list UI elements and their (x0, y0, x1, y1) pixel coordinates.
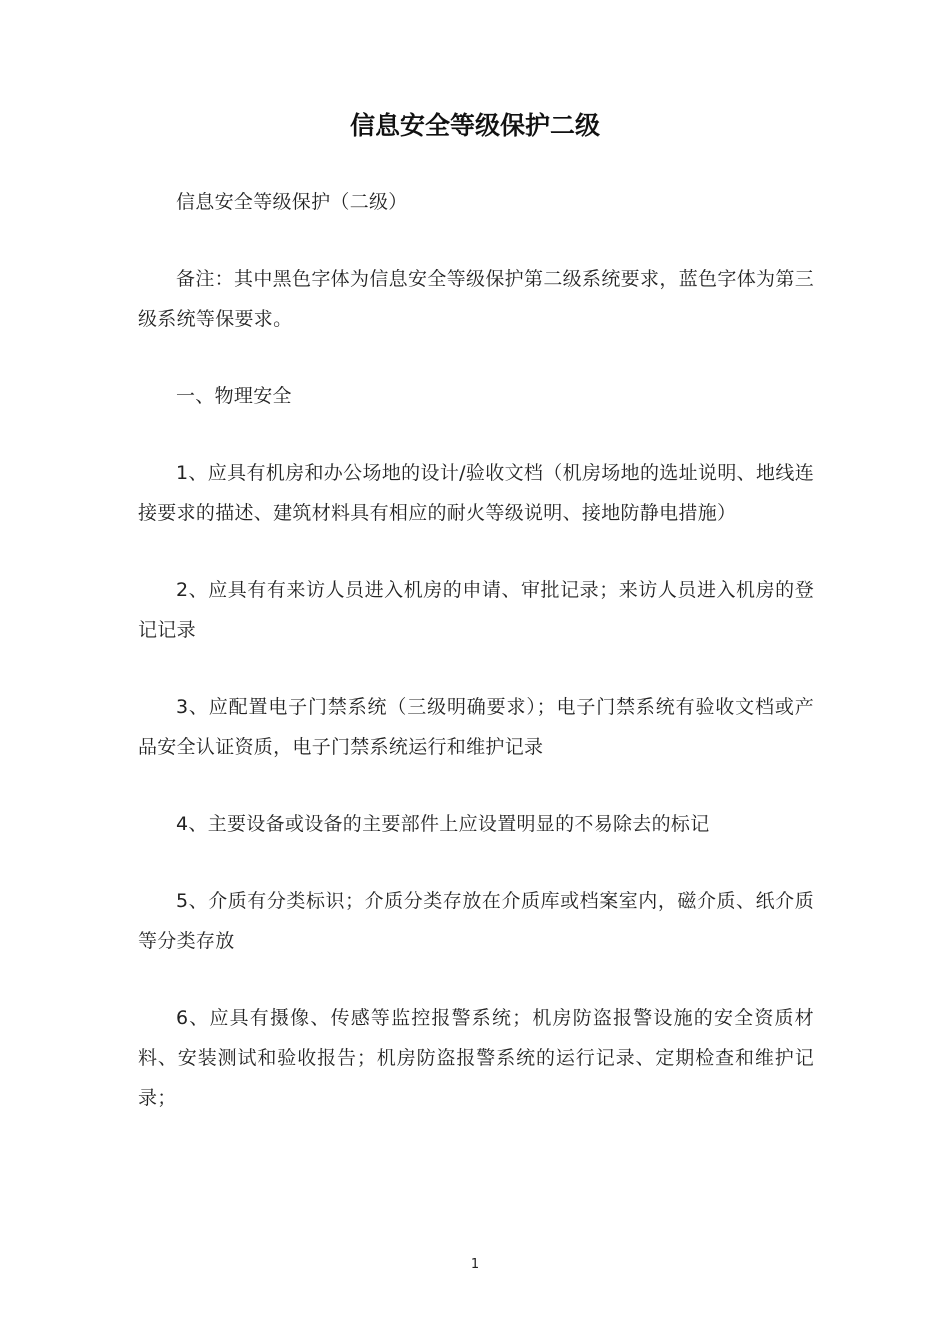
document-title: 信息安全等级保护二级 (349, 111, 600, 140)
paragraph-item-1: 1、应具有机房和办公场地的设计/验收文档（机房场地的选址说明、地线连接要求的描述、建筑材料具有相应的耐火等级说明、接地防静电措施） (138, 462, 814, 524)
section-heading-physical-security: 一、物理安全 (176, 385, 292, 407)
paragraph-subtitle: 信息安全等级保护（二级） (176, 191, 408, 213)
paragraph-item-3: 3、应配置电子门禁系统（三级明确要求）；电子门禁系统有验收文档或产品安全认证资质，电子门禁系统运行和维护记录 (138, 696, 814, 758)
document-body (138, 182, 814, 1155)
paragraph-item-2: 2、应具有有来访人员进入机房的申请、审批记录；来访人员进入机房的登记记录 (138, 579, 814, 641)
paragraph-item-5: 5、介质有分类标识；介质分类存放在介质库或档案室内，磁介质、纸介质等分类存放 (138, 890, 814, 952)
paragraph-note: 备注：其中黑色字体为信息安全等级保护第二级系统要求，蓝色字体为第三级系统等保要求。 (138, 268, 814, 330)
page-number: 1 (470, 1257, 480, 1272)
paragraph-item-6: 6、应具有摄像、传感等监控报警系统；机房防盗报警设施的安全资质材料、安装测试和验收报告；机房防盗报警系统的运行记录、定期检查和维护记录； (138, 1007, 814, 1109)
paragraph-item-4: 4、主要设备或设备的主要部件上应设置明显的不易除去的标记 (176, 813, 710, 835)
